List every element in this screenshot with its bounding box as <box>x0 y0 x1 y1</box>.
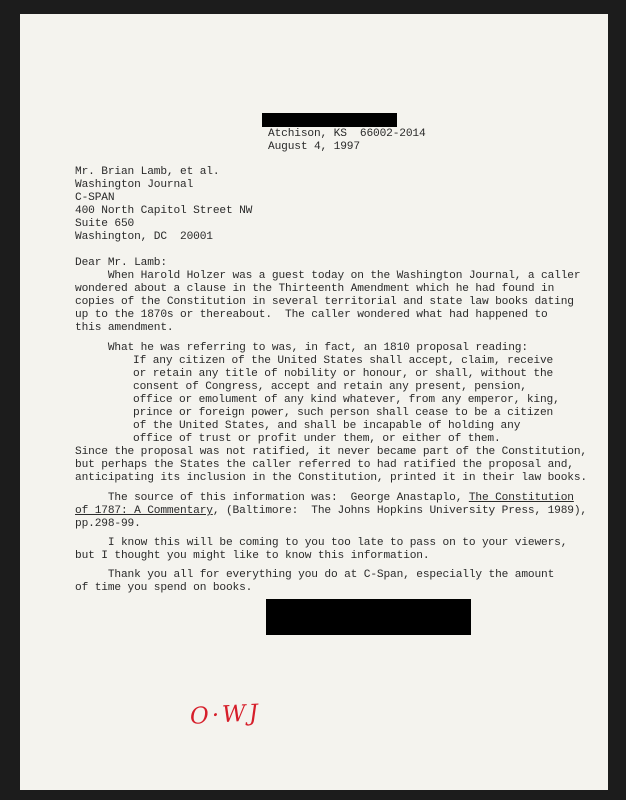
body-line: but I thought you might like to know this information. <box>75 550 430 562</box>
body-line: wondered about a clause in the Thirteenth Amendment which he had found in <box>75 283 555 295</box>
body-line: What he was referring to was, in fact, an 1810 proposal reading: <box>75 342 528 354</box>
body-line: I know this will be coming to you too late to pass on to your viewers, <box>75 537 568 549</box>
body-line: this amendment. <box>75 322 174 334</box>
recipient-line: Suite 650 <box>75 218 135 230</box>
body-line: copies of the Constitution in several territorial and state law books dating <box>75 296 574 308</box>
quote-line: office or emolument of any kind whatever, from any emperor, king, <box>133 394 560 406</box>
source-line <box>75 505 587 518</box>
quote-line: or retain any title of nobility or honour, or shall, without the <box>133 368 554 380</box>
salutation: Dear Mr. Lamb: <box>75 257 167 269</box>
source-line: pp.298-99. <box>75 518 141 530</box>
body-line: of time you spend on books. <box>75 582 253 594</box>
body-line: up to the 1870s or thereabout. The caller wondered what had happened to <box>75 309 548 321</box>
book-title: of 1787: A Commentary <box>75 505 213 517</box>
book-title: The Constitution <box>468 492 574 504</box>
recipient-line: C-SPAN <box>75 192 115 204</box>
quote-line: prince or foreign power, such person shall cease to be a citizen <box>133 407 554 419</box>
recipient-line: Mr. Brian Lamb, et al. <box>75 166 220 178</box>
source-prefix: The source of this information was: George Anastaplo, <box>75 492 469 504</box>
body-line: When Harold Holzer was a guest today on the Washington Journal, a caller <box>75 270 581 282</box>
recipient-line: Washington Journal <box>75 179 194 191</box>
body-line: anticipating its inclusion in the Constitution, printed it in their law books. <box>75 472 587 484</box>
recipient-line: Washington, DC 20001 <box>75 231 213 243</box>
body-line: Thank you all for everything you do at C-Span, especially the amount <box>75 569 555 581</box>
source-line <box>75 492 574 505</box>
handwritten-note: O·WJ <box>189 700 262 730</box>
quote-line: office of trust or profit under them, or either of them. <box>133 433 501 445</box>
body-line: but perhaps the States the caller referred to had ratified the proposal and, <box>75 459 574 471</box>
redacted-signature <box>266 599 471 635</box>
body-line: Since the proposal was not ratified, it never became part of the Constitution, <box>75 446 587 458</box>
letter-date: August 4, 1997 <box>268 141 360 153</box>
sender-city-line: Atchison, KS 66002-2014 <box>268 128 426 140</box>
quote-line: consent of Congress, accept and retain any present, pension, <box>133 381 527 393</box>
letter-page <box>20 14 608 790</box>
recipient-line: 400 North Capitol Street NW <box>75 205 253 217</box>
source-publisher: , (Baltimore: The Johns Hopkins University Press, 1989), <box>212 505 587 517</box>
quote-line: of the United States, and shall be incapable of holding any <box>133 420 521 432</box>
redacted-sender-name <box>262 113 397 127</box>
quote-line: If any citizen of the United States shall accept, claim, receive <box>133 355 554 367</box>
